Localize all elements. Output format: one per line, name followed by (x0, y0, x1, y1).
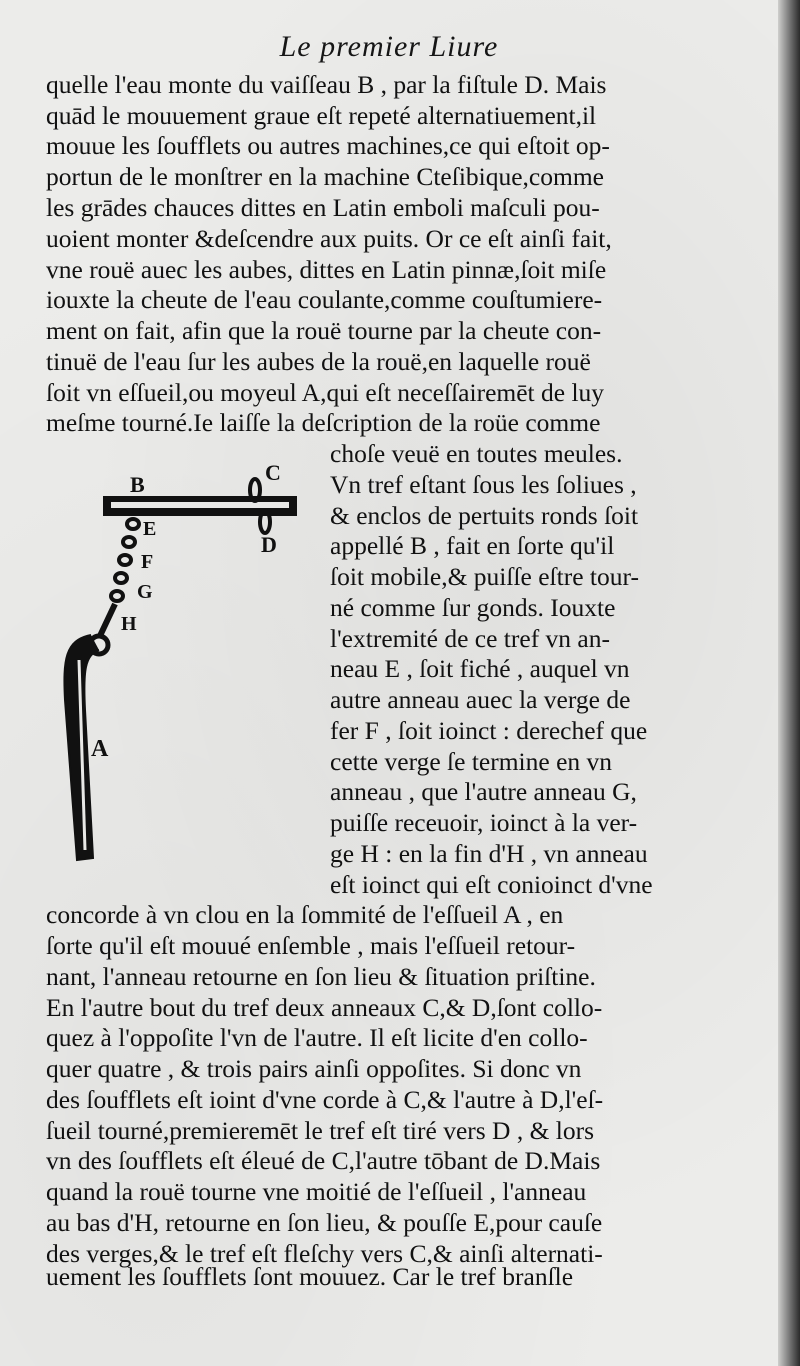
text-line: & enclos de pertuits ronds ſoit (330, 501, 639, 530)
text-line: né comme ſur gonds. Iouxte (330, 593, 616, 622)
text-line: En l'autre bout du tref deux anneaux C,& D,ſont collo- (46, 993, 603, 1022)
text-line: concorde à vn clou en la ſommité de l'eſſueil A , en (46, 900, 564, 929)
text-line: ſoit vn eſſueil,ou moyeul A,qui eſt neceſſairemēt de luy (46, 378, 605, 407)
text-line: fer F , ſoit ioinct : derechef que (330, 716, 648, 745)
label-g: G (137, 581, 153, 603)
text-line: uoient monter &deſcendre aux puits. Or ce eſt ainſi fait, (46, 224, 612, 253)
text-line: quez à l'oppoſite l'vn de l'autre. Il eſt licite d'en collo- (46, 1023, 588, 1052)
text-line: ge H : en la fin d'H , vn anneau (330, 839, 648, 868)
text-line: tinuë de l'eau ſur les aubes de la rouë,en laquelle rouë (46, 347, 591, 376)
text-line: uement les ſoufflets ſont mouuez. Car le tref branſle (46, 1262, 574, 1291)
label-c: C (265, 460, 281, 485)
label-d: D (261, 532, 277, 557)
text-line: anneau , que l'autre anneau G, (330, 777, 637, 806)
text-line: vne rouë auec les aubes, dittes en Latin pinnæ,ſoit miſe (46, 255, 607, 284)
page-edge-shadow (778, 0, 800, 1366)
text-line: quelle l'eau monte du vaiſſeau B , par la fiſtule D. Mais (46, 70, 607, 99)
label-h: H (121, 613, 137, 635)
running-header: Le premier Liure (279, 30, 499, 63)
text-line: quer quatre , & trois pairs ainſi oppoſites. Si donc vn (46, 1054, 582, 1083)
text-line: ſueil tourné,premieremēt le tref eſt tiré vers D , & lors (46, 1116, 595, 1145)
text-line: l'extremité de ce tref vn an- (330, 624, 610, 653)
text-line: cette verge ſe termine en vn (330, 747, 613, 776)
text-line: ſoit mobile,& puiſſe eſtre tour- (330, 562, 639, 591)
text-line: Vn tref eſtant ſous les ſoliues , (330, 470, 637, 499)
text-line: des ſoufflets eſt ioint d'vne corde à C,& l'autre à D,l'eſ- (46, 1085, 604, 1114)
text-line: des verges,& le tref eſt fleſchy vers C,& ainſi alternati- (46, 1239, 603, 1268)
label-a: A (91, 736, 109, 762)
text-line: portun de le monſtrer en la machine Cteſibique,comme (46, 162, 604, 191)
text-line: iouxte la cheute de l'eau coulante,comme couſtumiere- (46, 285, 603, 314)
text-line: ſorte qu'il eſt mouué enſemble , mais l'eſſueil retour- (46, 931, 576, 960)
text-line: neau E , ſoit fiché , auquel vn (330, 654, 630, 683)
text-line: quand la rouë tourne vne moitié de l'eſſueil , l'anneau (46, 1177, 587, 1206)
text-line: quād le mouuement graue eſt repeté alternatiuement,il (46, 101, 597, 130)
text-line: au bas d'H, retourne en ſon lieu, & pouſſe E,pour cauſe (46, 1208, 603, 1237)
text-line: les grādes chauces dittes en Latin emboli maſculi pou- (46, 193, 600, 222)
text-line: meſme tourné.Ie laiſſe la deſcription de la roüe comme (46, 408, 601, 437)
text-line: mouue les ſoufflets ou autres machines,ce qui eſtoit op- (46, 131, 610, 160)
text-line: appellé B , fait en ſorte qu'il (330, 531, 615, 560)
text-line: eſt ioinct qui eſt conioinct d'vne (330, 870, 653, 899)
label-e: E (143, 518, 157, 540)
label-f: F (141, 551, 154, 573)
text-line: choſe veuë en toutes meules. (330, 439, 623, 468)
text-line: puiſſe receuoir, ioinct à la ver- (330, 808, 638, 837)
woodcut-figure (55, 460, 325, 880)
label-b: B (130, 472, 145, 497)
text-line: autre anneau auec la verge de (330, 685, 631, 714)
text-line: nant, l'anneau retourne en ſon lieu & ſituation priſtine. (46, 962, 596, 991)
text-line: ment on fait, afin que la rouë tourne par la cheute con- (46, 316, 602, 345)
text-line: vn des ſoufflets eſt éleué de C,l'autre tōbant de D.Mais (46, 1146, 601, 1175)
